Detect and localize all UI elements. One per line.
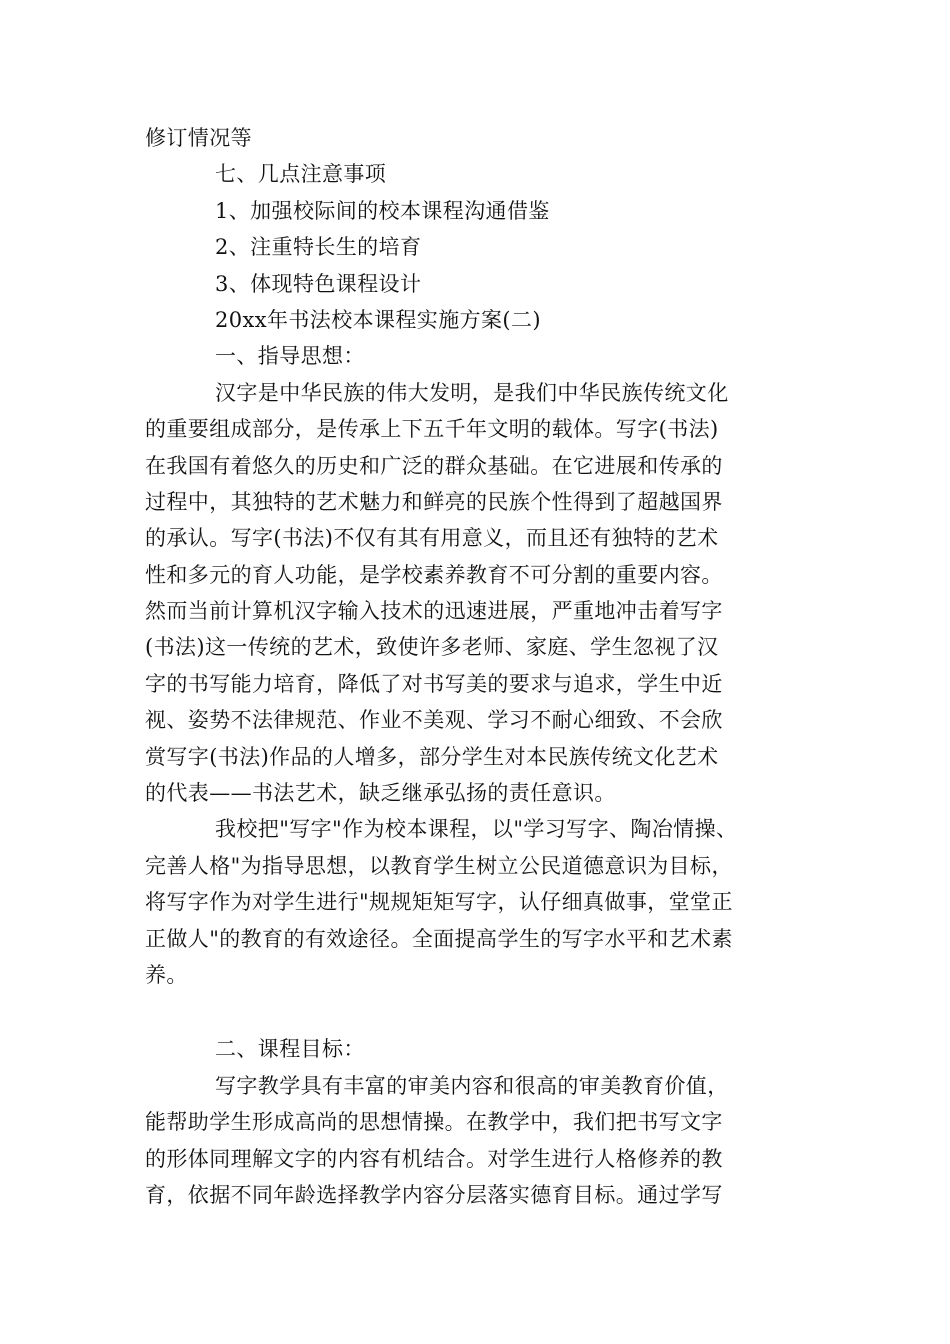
section-heading: 二、课程目标： <box>215 1037 365 1062</box>
paragraph-line: 然而当前计算机汉字输入技术的迅速进展，严重地冲击着写字 <box>145 599 723 624</box>
paragraph-line: 我校把"写字"作为校本课程，以"学习写字、陶冶情操、 <box>215 817 738 842</box>
paragraph-line: 过程中，其独特的艺术魅力和鲜亮的民族个性得到了超越国界 <box>145 489 723 514</box>
list-item: 3、体现特色课程设计 <box>215 271 422 296</box>
paragraph-line: (书法)这一传统的艺术，致使许多老师、家庭、学生忽视了汉 <box>145 635 719 660</box>
document-body <box>145 120 805 1213</box>
paragraph-gap <box>145 993 805 1031</box>
paragraph-line: 育，依据不同年龄选择教学内容分层落实德育目标。通过学写 <box>145 1182 723 1207</box>
paragraph-line: 赏写字(书法)作品的人增多，部分学生对本民族传统文化艺术 <box>145 744 719 769</box>
paragraph-line: 汉字是中华民族的伟大发明，是我们中华民族传统文化 <box>215 380 729 405</box>
paragraph-line: 能帮助学生形成高尚的思想情操。在教学中，我们把书写文字 <box>145 1110 723 1135</box>
section-heading: 一、指导思想： <box>215 344 365 369</box>
paragraph-line: 写字教学具有丰富的审美内容和很高的审美教育价值， <box>215 1073 729 1098</box>
paragraph-line: 正做人"的教育的有效途径。全面提高学生的写字水平和艺术素 <box>145 926 733 951</box>
list-item: 1、加强校际间的校本课程沟通借鉴 <box>215 198 550 223</box>
paragraph-line: 的承认。写字(书法)不仅有其有用意义，而且还有独特的艺术 <box>145 526 719 551</box>
document-title: 20xx年书法校本课程实施方案(二) <box>215 307 541 332</box>
paragraph-line: 在我国有着悠久的历史和广泛的群众基础。在它进展和传承的 <box>145 453 723 478</box>
paragraph-line: 字的书写能力培育，降低了对书写美的要求与追求，学生中近 <box>145 671 723 696</box>
paragraph-line: 的形体同理解文字的内容有机结合。对学生进行人格修养的教 <box>145 1146 723 1171</box>
paragraph-line: 性和多元的育人功能，是学校素养教育不可分割的重要内容。 <box>145 562 723 587</box>
section-heading: 七、几点注意事项 <box>215 162 387 187</box>
paragraph-line: 的重要组成部分，是传承上下五千年文明的载体。写字(书法) <box>145 417 719 442</box>
list-item: 2、注重特长生的培育 <box>215 235 422 260</box>
paragraph-line: 视、姿势不法律规范、作业不美观、学习不耐心细致、不会欣 <box>145 708 723 733</box>
paragraph-line: 的代表——书法艺术，缺乏继承弘扬的责任意识。 <box>145 781 616 806</box>
paragraph-line: 完善人格"为指导思想，以教育学生树立公民道德意识为目标， <box>145 853 733 878</box>
text-line: 修订情况等 <box>145 126 252 150</box>
paragraph-line: 养。 <box>145 962 188 987</box>
paragraph-line: 将写字作为对学生进行"规规矩矩写字，认仔细真做事，堂堂正 <box>145 890 733 915</box>
